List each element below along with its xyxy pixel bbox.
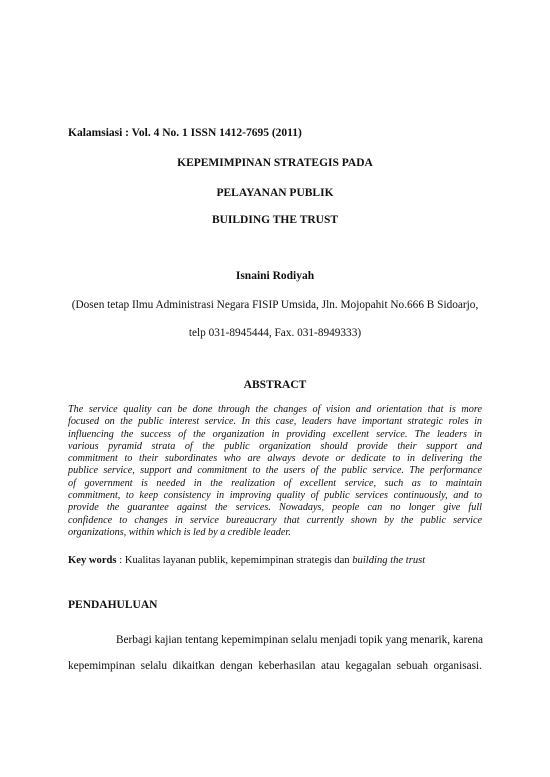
abstract-line: of government is needed in the realization of excellent service, such as to maintain [68,477,482,489]
body-line: kepemimpinan selalu dikaitkan dengan keberhasilan atau kegagalan sebuah organisasi. [68,660,482,672]
keywords-italic: building the trust [352,555,426,566]
abstract-line: publice service, support and commitment to the users of the public service. The performance [68,465,482,477]
keywords-separator: : [116,555,125,566]
title-line-3: BUILDING THE TRUST [211,214,339,226]
author-name: Isnaini Rodiyah [235,270,315,282]
section-body [68,627,482,679]
journal-citation: Kalamsiasi : Vol. 4 No. 1 ISSN 1412-7695 (2011) [68,127,302,139]
abstract-heading: ABSTRACT [243,379,307,391]
title-line-1: KEPEMIMPINAN STRATEGIS PADA [177,157,373,169]
abstract-line: provide the guarantee against the services. Nowadays, people can no longer give full [68,502,482,514]
keywords-text: Kualitas layanan publik, kepemimpinan strategis dan [124,555,353,566]
abstract-line: influencing the success of the organization in providing excellent service. The leaders in [68,428,482,440]
abstract-line: focused on the public interest service. In this case, leaders have important strategic roles in [68,416,482,428]
title-line-2: PELAYANAN PUBLIK [216,187,334,199]
section-heading: PENDAHULUAN [68,599,158,611]
abstract-line: commitment, to keep consistency in improving quality of public services continuously, and to [68,490,482,502]
abstract-line: various pyramid strata of the public organization should provide their support and [68,440,482,452]
body-line: Berbagi kajian tentang kepemimpinan selalu menjadi topik yang menarik, karena [116,634,484,646]
affiliation-line-1: (Dosen tetap Ilmu Administrasi Negara FISIP Umsida, Jln. Mojopahit No.666 B Sidoarjo, [71,299,479,311]
abstract-line: The service quality can be done through the changes of vision and orientation that is more [68,404,482,415]
abstract-line: organizations, within which is led by a credible leader. [68,526,291,538]
abstract-line: confidence to changes in service bureaucrary that currently shown by the public service [68,514,482,526]
keywords-line [68,555,425,566]
keywords-label: Key words [68,555,117,566]
abstract-body [68,404,482,539]
affiliation-line-2: telp 031-8945444, Fax. 031-8949333) [188,327,362,339]
abstract-line: commitment to their subordinates who are always devote or dedicate to in delivering the [68,453,482,465]
